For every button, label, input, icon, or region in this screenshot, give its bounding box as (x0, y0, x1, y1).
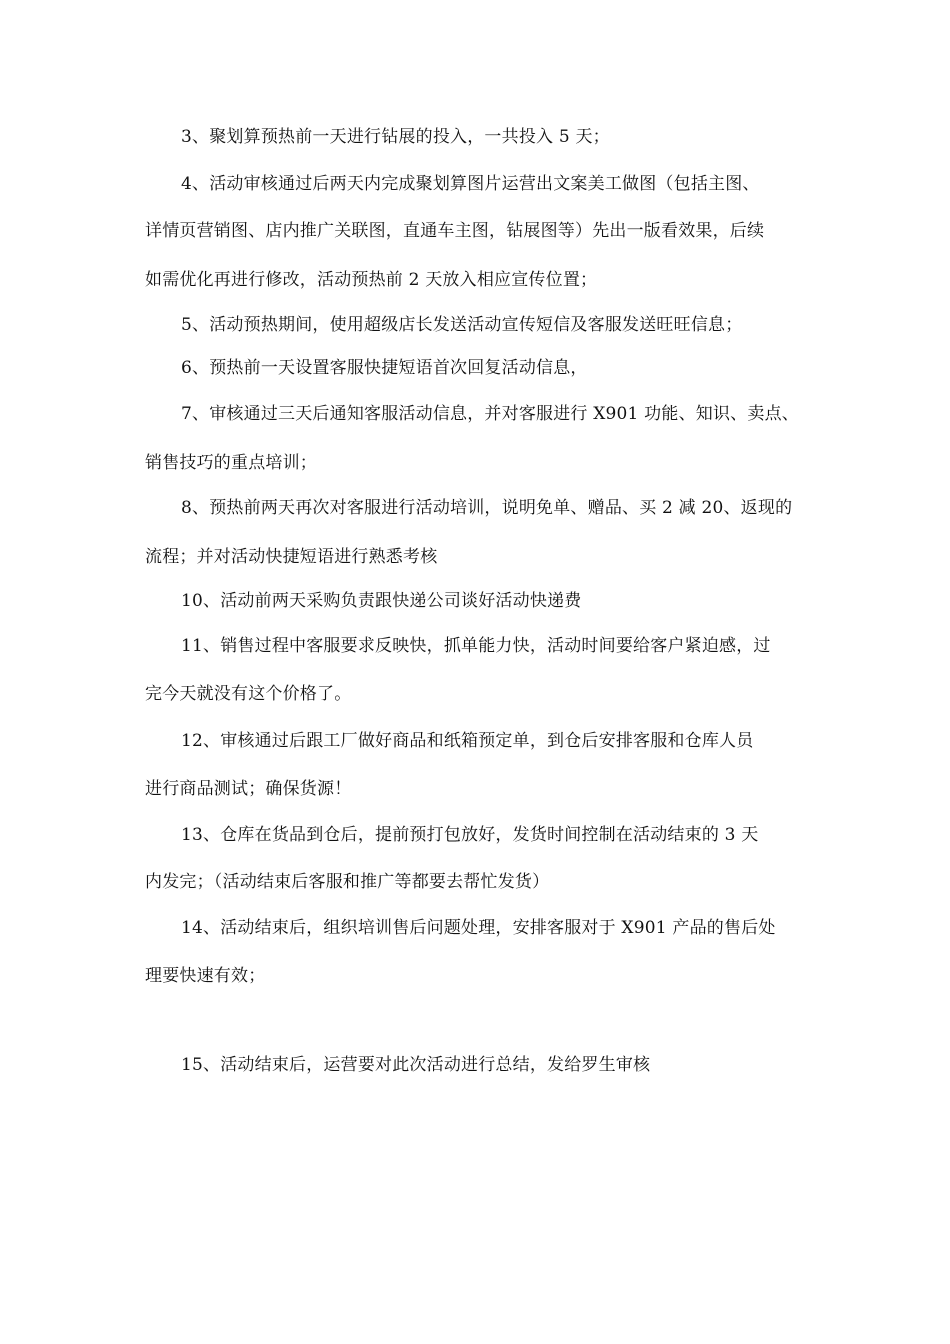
paragraph-line: 4、活动审核通过后两天内完成聚划算图片运营出文案美工做图（包括主图、 (181, 174, 760, 194)
paragraph-line: 13、仓库在货品到仓后，提前预打包放好，发货时间控制在活动结束的 3 天 (181, 825, 759, 845)
paragraph-line: 10、活动前两天采购负责跟快递公司谈好活动快递费 (181, 591, 582, 611)
paragraph-line: 如需优化再进行修改，活动预热前 2 天放入相应宣传位置； (145, 270, 598, 290)
paragraph-line: 销售技巧的重点培训； (145, 453, 317, 473)
paragraph-line: 15、活动结束后，运营要对此次活动进行总结，发给罗生审核 (181, 1055, 651, 1075)
paragraph-line: 3、聚划算预热前一天进行钻展的投入，一共投入 5 天； (181, 127, 610, 147)
paragraph-line: 理要快速有效； (145, 966, 266, 986)
paragraph-line: 12、审核通过后跟工厂做好商品和纸箱预定单，到仓后安排客服和仓库人员 (181, 731, 754, 751)
paragraph-line: 流程；并对活动快捷短语进行熟悉考核 (145, 547, 438, 567)
paragraph-line: 5、活动预热期间，使用超级店长发送活动宣传短信及客服发送旺旺信息； (181, 315, 743, 335)
paragraph-line: 完今天就没有这个价格了。 (145, 684, 352, 704)
paragraph-line: 14、活动结束后，组织培训售后问题处理，安排客服对于 X901 产品的售后处 (181, 918, 776, 938)
paragraph-line: 进行商品测试；确保货源！ (145, 779, 352, 799)
paragraph-line: 11、销售过程中客服要求反映快，抓单能力快，活动时间要给客户紧迫感，过 (181, 636, 771, 656)
paragraph-line: 6、预热前一天设置客服快捷短语首次回复活动信息， (181, 358, 588, 378)
paragraph-line: 8、预热前两天再次对客服进行活动培训，说明免单、赠品、买 2 减 20、返现的 (181, 498, 793, 518)
paragraph-line: 7、审核通过三天后通知客服活动信息，并对客服进行 X901 功能、知识、卖点、 (181, 404, 799, 424)
paragraph-line: 详情页营销图、店内推广关联图，直通车主图，钻展图等）先出一版看效果，后续 (145, 221, 765, 241)
paragraph-line: 内发完；（活动结束后客服和推广等都要去帮忙发货） (145, 872, 550, 892)
